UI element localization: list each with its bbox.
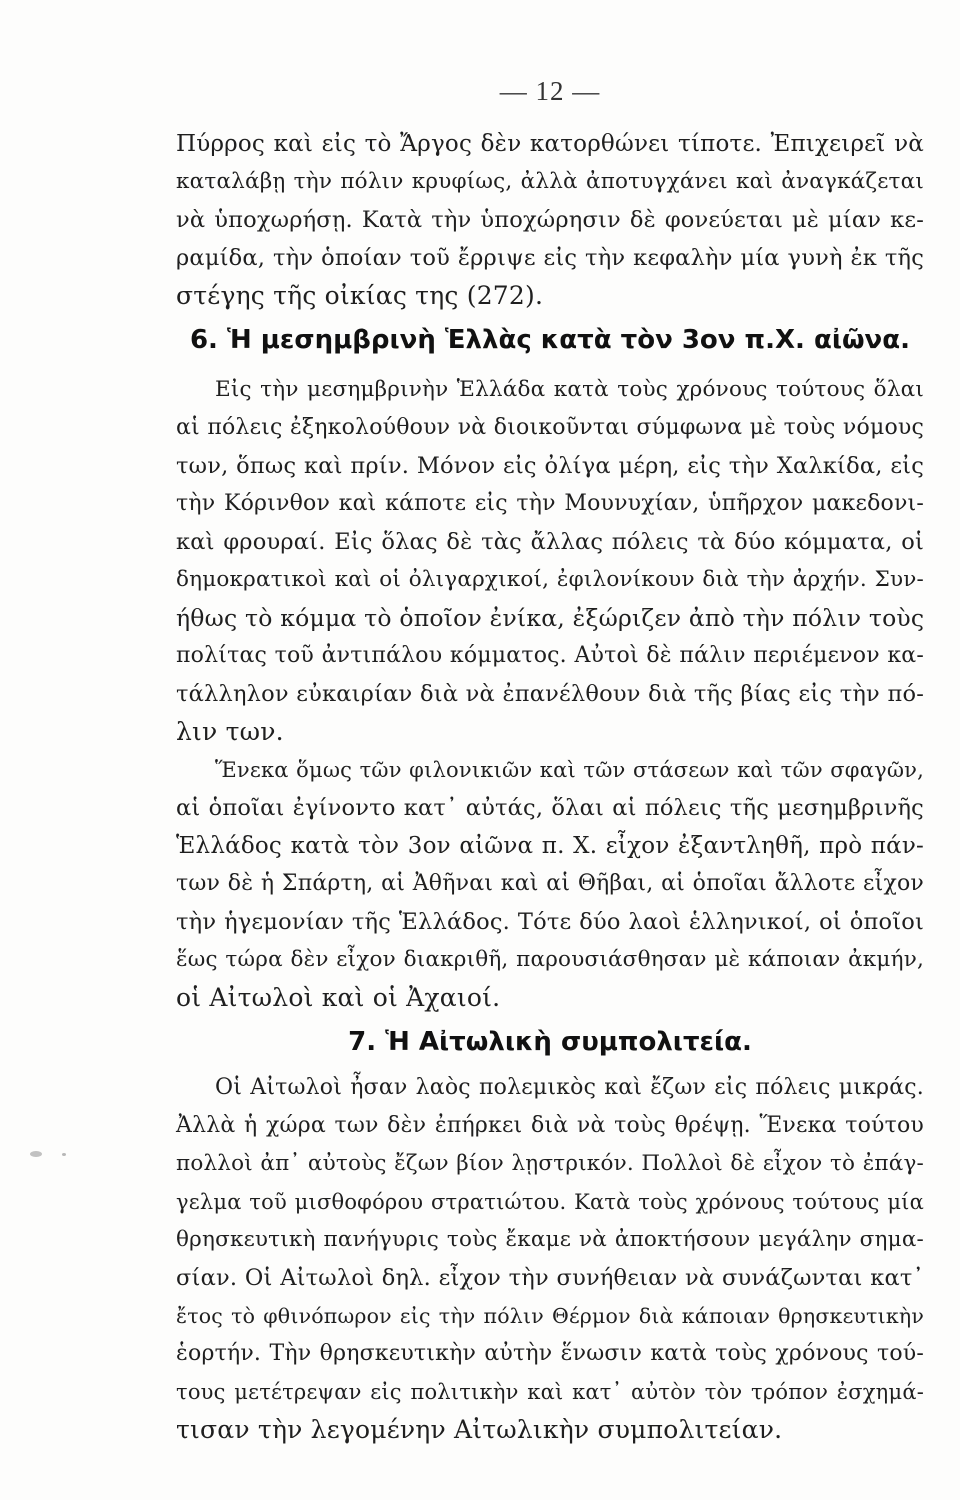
text-line: πολίτας τοῦ ἀντιπάλου κόμματος. Αὐτοὶ δὲ πάλιν περιέμενον κα-: [176, 643, 924, 668]
scan-speck: [30, 1151, 42, 1157]
section-heading: 6. Ἡ μεσημβρινὴ Ἑλλὰς κατὰ τὸν 3ον π.Χ. αἰῶνα.: [189, 325, 911, 355]
text-line: τὴν Κόρινθον καὶ κάποτε εἰς τὴν Μουνυχίαν, ὑπῆρχον μακεδονι-: [176, 491, 924, 516]
text-line: τὴν ἡγεμονίαν τῆς Ἑλλάδος. Τότε δύο λαοὶ ἑλληνικοί, οἱ ὁποῖοι: [176, 909, 924, 935]
text-line: ραμίδα, τὴν ὁποίαν τοῦ ἔρριψε εἰς τὴν κεφαλὴν μία γυνὴ ἐκ τῆς: [176, 245, 924, 271]
text-line: καὶ φρουραί. Εἰς ὅλας δὲ τὰς ἄλλας πόλεις τὰ δύο κόμματα, οἱ: [176, 529, 924, 555]
text-line: δημοκρατικοὶ καὶ οἱ ὀλιγαρχικοί, ἐφιλονίκουν διὰ τὴν ἀρχήν. Συν-: [176, 567, 924, 592]
text-line: Οἱ Αἰτωλοὶ ἦσαν λαὸς πολεμικὸς καὶ ἔζων εἰς πόλεις μικράς.: [215, 1075, 924, 1100]
text-line: ἔτος τὸ φθινόπωρον εἰς τὴν πόλιν Θέρμον διὰ κάποιαν θρησκευτικὴν: [176, 1304, 924, 1328]
text-line: νὰ ὑποχωρήσῃ. Κατὰ τὴν ὑποχώρησιν δὲ φονεύεται μὲ μίαν κε-: [176, 207, 924, 233]
text-line: Ἕνεκα ὅμως τῶν φιλονικιῶν καὶ τῶν στάσεων καὶ τῶν σφαγῶν,: [215, 758, 924, 782]
text-line: Πύρρος καὶ εἰς τὸ Ἄργος δὲν κατορθώνει τίποτε. Ἐπιχειρεῖ νὰ: [176, 131, 924, 157]
section-heading: 7. Ἡ Αἰτωλικὴ συμπολιτεία.: [348, 1027, 752, 1057]
text-line: λιν των.: [176, 717, 284, 746]
text-line: Εἰς τὴν μεσημβρινὴν Ἑλλάδα κατὰ τοὺς χρόνους τούτους ὅλαι: [215, 377, 924, 402]
text-line: Ἑλλάδος κατὰ τὸν 3ον αἰῶνα π. Χ. εἶχον ἐξαντληθῆ, πρὸ πάν-: [176, 833, 924, 859]
text-line: στέγης τῆς οἰκίας της (272).: [176, 281, 544, 310]
text-line: γελμα τοῦ μισθοφόρου στρατιώτου. Κατὰ τοὺς χρόνους τούτους μία: [176, 1190, 924, 1214]
page-number: — 12 —: [499, 76, 601, 106]
text-line: ήθως τὸ κόμμα τὸ ὁποῖον ἐνίκα, ἐξώριζεν ἀπὸ τὴν πόλιν τοὺς: [176, 604, 925, 632]
text-line: τους μετέτρεψαν εἰς πολιτικὴν καὶ κατ᾽ αὐτὸν τὸν τρόπον ἐσχημά-: [176, 1380, 924, 1404]
text-line: οἱ Αἰτωλοὶ καὶ οἱ Ἀχαιοί.: [176, 983, 501, 1012]
text-line: αἱ ὁποῖαι ἐγίνοντο κατ᾽ αὐτάς, ὅλαι αἱ πόλεις τῆς μεσημβρινῆς: [176, 795, 924, 821]
text-line: Ἀλλὰ ἡ χώρα των δὲν ἐπήρκει διὰ νὰ τοὺς θρέψῃ. Ἕνεκα τούτου: [176, 1113, 924, 1138]
text-line: καταλάβῃ τὴν πόλιν κρυφίως, ἀλλὰ ἀποτυγχάνει καὶ ἀναγκάζεται: [176, 169, 924, 194]
scan-speck: [62, 1153, 66, 1156]
text-line: ἑορτήν. Τὴν θρησκευτικὴν αὐτὴν ἕνωσιν κατὰ τοὺς χρόνους τού-: [176, 1341, 924, 1366]
text-line: τισαν τὴν λεγομένην Αἰτωλικὴν συμπολιτείαν.: [176, 1415, 783, 1444]
text-line: τάλληλον εὐκαιρίαν διὰ νὰ ἐπανέλθουν διὰ τῆς βίας εἰς τὴν πό-: [176, 681, 924, 707]
text-line: θρησκευτικὴ πανήγυρις τοὺς ἔκαμε νὰ ἀποκτήσουν μεγάλην σημα-: [176, 1227, 924, 1252]
text-line: ἕως τώρα δὲν εἶχον διακριθῆ, παρουσιάσθησαν μὲ κάποιαν ἀκμήν,: [176, 947, 924, 972]
text-line: αἱ πόλεις ἐξηκολούθουν νὰ διοικοῦνται σύμφωνα μὲ τοὺς νόμους: [176, 415, 924, 440]
text-line: πολλοὶ ἀπ᾽ αὐτοὺς ἔζων βίον λῃστρικόν. Πολλοὶ δὲ εἶχον τὸ ἐπάγ-: [176, 1151, 924, 1176]
text-line: σίαν. Οἱ Αἰτωλοὶ δηλ. εἶχον τὴν συνήθειαν νὰ συνάζωνται κατ᾽: [176, 1265, 924, 1291]
text-line: των, ὅπως καὶ πρίν. Μόνον εἰς ὀλίγα μέρη, εἰς τὴν Χαλκίδα, εἰς: [176, 453, 924, 479]
text-line: των δὲ ἡ Σπάρτη, αἱ Ἀθῆναι καὶ αἱ Θῆβαι, αἱ ὁποῖαι ἄλλοτε εἶχον: [176, 871, 924, 896]
